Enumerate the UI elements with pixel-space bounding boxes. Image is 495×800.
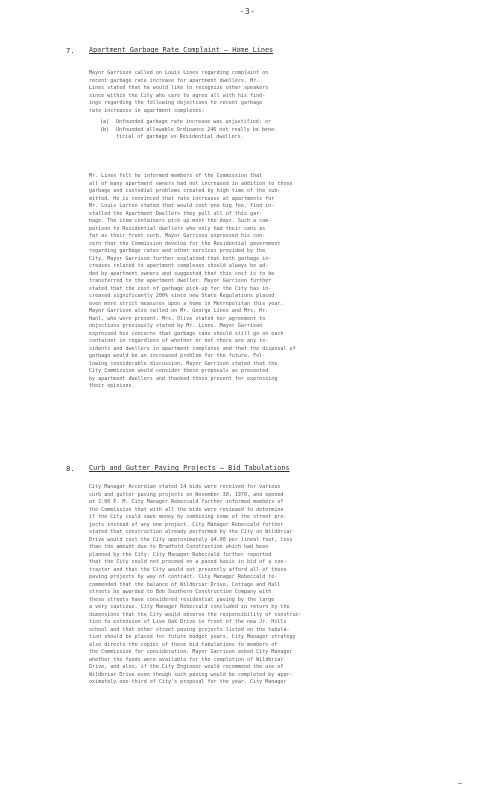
text-line: Unfounded allowable Ordinance 246 not really be bene- bbox=[116, 127, 278, 133]
objection-a bbox=[100, 119, 460, 127]
text-line: lowing considerable discussion, Mayor Garrison stated that the bbox=[89, 360, 278, 367]
text-line: Drive would cost the City approximately $4.00 per lineal foot, less bbox=[89, 536, 293, 543]
text-line: school and that other street paving projects listed on the tabula- bbox=[89, 626, 290, 633]
text-line: these streets have considered residential paving by the large bbox=[89, 596, 275, 603]
item-8-paragraph bbox=[89, 484, 463, 687]
text-line: ings regarding the following objections to recent garbage bbox=[89, 100, 263, 106]
text-line: far as their front curb. Mayor Garrison expressed his con- bbox=[89, 233, 266, 239]
text-line: tion to extension of Live Oak Drive in front of the new Jr. Hills bbox=[89, 619, 287, 625]
text-line: creases related to apartment complexes should always be ad- bbox=[89, 263, 269, 269]
text-line: paving projects by way of contract. City Manager Rebeccald re- bbox=[89, 574, 278, 580]
text-line: parison to Residential dwellers who only had their cans as bbox=[89, 225, 266, 232]
text-line: stated that construction already performed by the City on Wildbriar bbox=[89, 529, 293, 535]
item-7-intro bbox=[89, 70, 463, 115]
text-line: expressed his concerns that garbage cans should still go on each bbox=[89, 330, 284, 337]
text-line: also directs the copies of these bid tabulations to members of bbox=[89, 641, 278, 648]
text-line: cern that the Commission develop for the Residential government bbox=[89, 240, 281, 247]
text-line: oximately one-third of City's proposal for the year. City Manager bbox=[89, 679, 287, 685]
text-line: objections previously stated by Mr. Lines. Mayor Garrison bbox=[89, 323, 263, 329]
text-line: if the City could save money by combining some of the street pro- bbox=[89, 514, 287, 520]
text-line: at 2:00 P. M. City Manager Rebeccald further informed members of bbox=[89, 499, 284, 505]
text-line: mitted. He is convinced that rate increases at apartments for bbox=[89, 195, 275, 202]
item-8-number: 8. bbox=[66, 464, 75, 473]
text-line: their opinions. bbox=[89, 383, 135, 389]
text-line: transferred to the apartment dweller. Mayor Garrison further bbox=[89, 278, 272, 284]
text-line: container in regardless of whether or not there are any re- bbox=[89, 338, 269, 344]
objection-b bbox=[100, 127, 460, 143]
page-number: -3- bbox=[239, 7, 256, 16]
text-line: regarding garbage rates and other services provided by the bbox=[89, 248, 266, 254]
text-line: than the amount due to Bradford Construction which had been bbox=[89, 544, 269, 550]
text-line: ficial of garbage vs Residential dwellers. bbox=[116, 134, 244, 141]
text-line: Drive, and also, if the City Engineer would recommend the use of bbox=[89, 664, 284, 670]
text-line: stated that the cost of garbage pick-up for the City has in- bbox=[89, 285, 272, 292]
text-line: Mr. Louis Lorton stated that would cost one big fee, find in- bbox=[89, 203, 275, 209]
text-line: a very cautious. City Manager Rebeccald concluded in return by the bbox=[89, 604, 290, 610]
list-marker: (a) bbox=[100, 119, 110, 125]
list-marker: (b) bbox=[100, 127, 110, 133]
text-line: planned by the City. City Manager Rebeccald further reported bbox=[89, 551, 272, 558]
text-line: jects instead of any one project. City Manager Rebeccald further bbox=[89, 521, 284, 528]
text-line: by apartment dwellers and thanked those present for expressing bbox=[89, 375, 278, 382]
text-line: the Commission that with all the bids were reviewed to determine bbox=[89, 506, 284, 513]
text-line: Lines stated that he would like to recognize other speakers bbox=[89, 85, 269, 91]
item-7-discussion bbox=[89, 173, 463, 391]
text-line: bage. The item containers pick up most the days. Such a com- bbox=[89, 218, 272, 224]
text-line: curb and gutter paving projects on November 30, 1970, and opened bbox=[89, 491, 284, 498]
text-line: commended that the balance of Wildbriar Drive, Cottage and Hall bbox=[89, 581, 281, 588]
text-line: Mayor Garrison also called on Mr. George Lines and Mrs. Hr. bbox=[89, 308, 269, 314]
text-line: the Commission for consideration. Mayor Garrison asked City Manager bbox=[89, 649, 293, 655]
item-7-number: 7. bbox=[66, 46, 75, 55]
item-7-heading: Apartment Garbage Rate Complaint — Home Lines bbox=[89, 46, 274, 54]
text-line: recent garbage rate increase for apartment dwellers. Mr. bbox=[89, 77, 260, 84]
margin-mark: ~ bbox=[458, 780, 463, 788]
text-line: even more strict measures upon a home in Metropolitan this year. bbox=[89, 300, 284, 307]
text-line: stalled the Apartment Dwellers they pull all of this gar- bbox=[89, 210, 263, 217]
text-line: dimensions that the City would observe the responsibility of construc- bbox=[89, 611, 302, 618]
text-line: Unfounded garbage rate increase was unjustified; or bbox=[116, 119, 271, 125]
text-line: Mr. Lines felt he informed members of the Commission that bbox=[89, 173, 263, 179]
text-line: City. Mayor Garrison further explained that both garbage in- bbox=[89, 255, 272, 262]
text-line: sidents and dwellers in apartment complexes and that the disposal of bbox=[89, 345, 296, 352]
text-line: garbage and custodial problems created by high time of the sub- bbox=[89, 188, 281, 194]
text-line: Hanl, who were present. Mrs. Olive stated her agreement to bbox=[89, 315, 266, 322]
text-line: all of many apartment owners had not increased in addition to those bbox=[89, 180, 293, 187]
text-line: tractor and that the City would not presently afford all of these bbox=[89, 566, 287, 573]
text-line: tion should be placed for future budget years. City Manager strategy bbox=[89, 634, 296, 640]
text-line: City Manager Accordian stated 14 bids were received for various bbox=[89, 484, 281, 490]
item-8-heading: Curb and Gutter Paving Projects — Bid Tabulations bbox=[89, 464, 290, 472]
text-line: Wildbriar Drive even though such paving would be completed by appr- bbox=[89, 671, 293, 678]
text-line: ded by apartment owners and suggested that this cost is to be bbox=[89, 270, 275, 277]
text-line: City Commission would consider these proposals as presented bbox=[89, 368, 269, 374]
text-line: streets be awarded to Bob Southern Construction Company with bbox=[89, 589, 272, 595]
text-line: rate increases in apartment complexes: bbox=[89, 107, 205, 114]
text-line: that the City could not proceed on a paved basis in bid of a con- bbox=[89, 559, 287, 565]
text-line: since within the City who care to agree all with his find- bbox=[89, 92, 266, 99]
text-line: whether the funds were available for the completion of Wildbriar bbox=[89, 656, 284, 663]
text-line: garbage would be an increased problem for the future. Fol- bbox=[89, 353, 266, 359]
text-line: creased significantly 200% since new State Regulations placed bbox=[89, 293, 275, 299]
text-line: Mayor Garrison called on Louis Lines regarding complaint on bbox=[89, 70, 269, 76]
